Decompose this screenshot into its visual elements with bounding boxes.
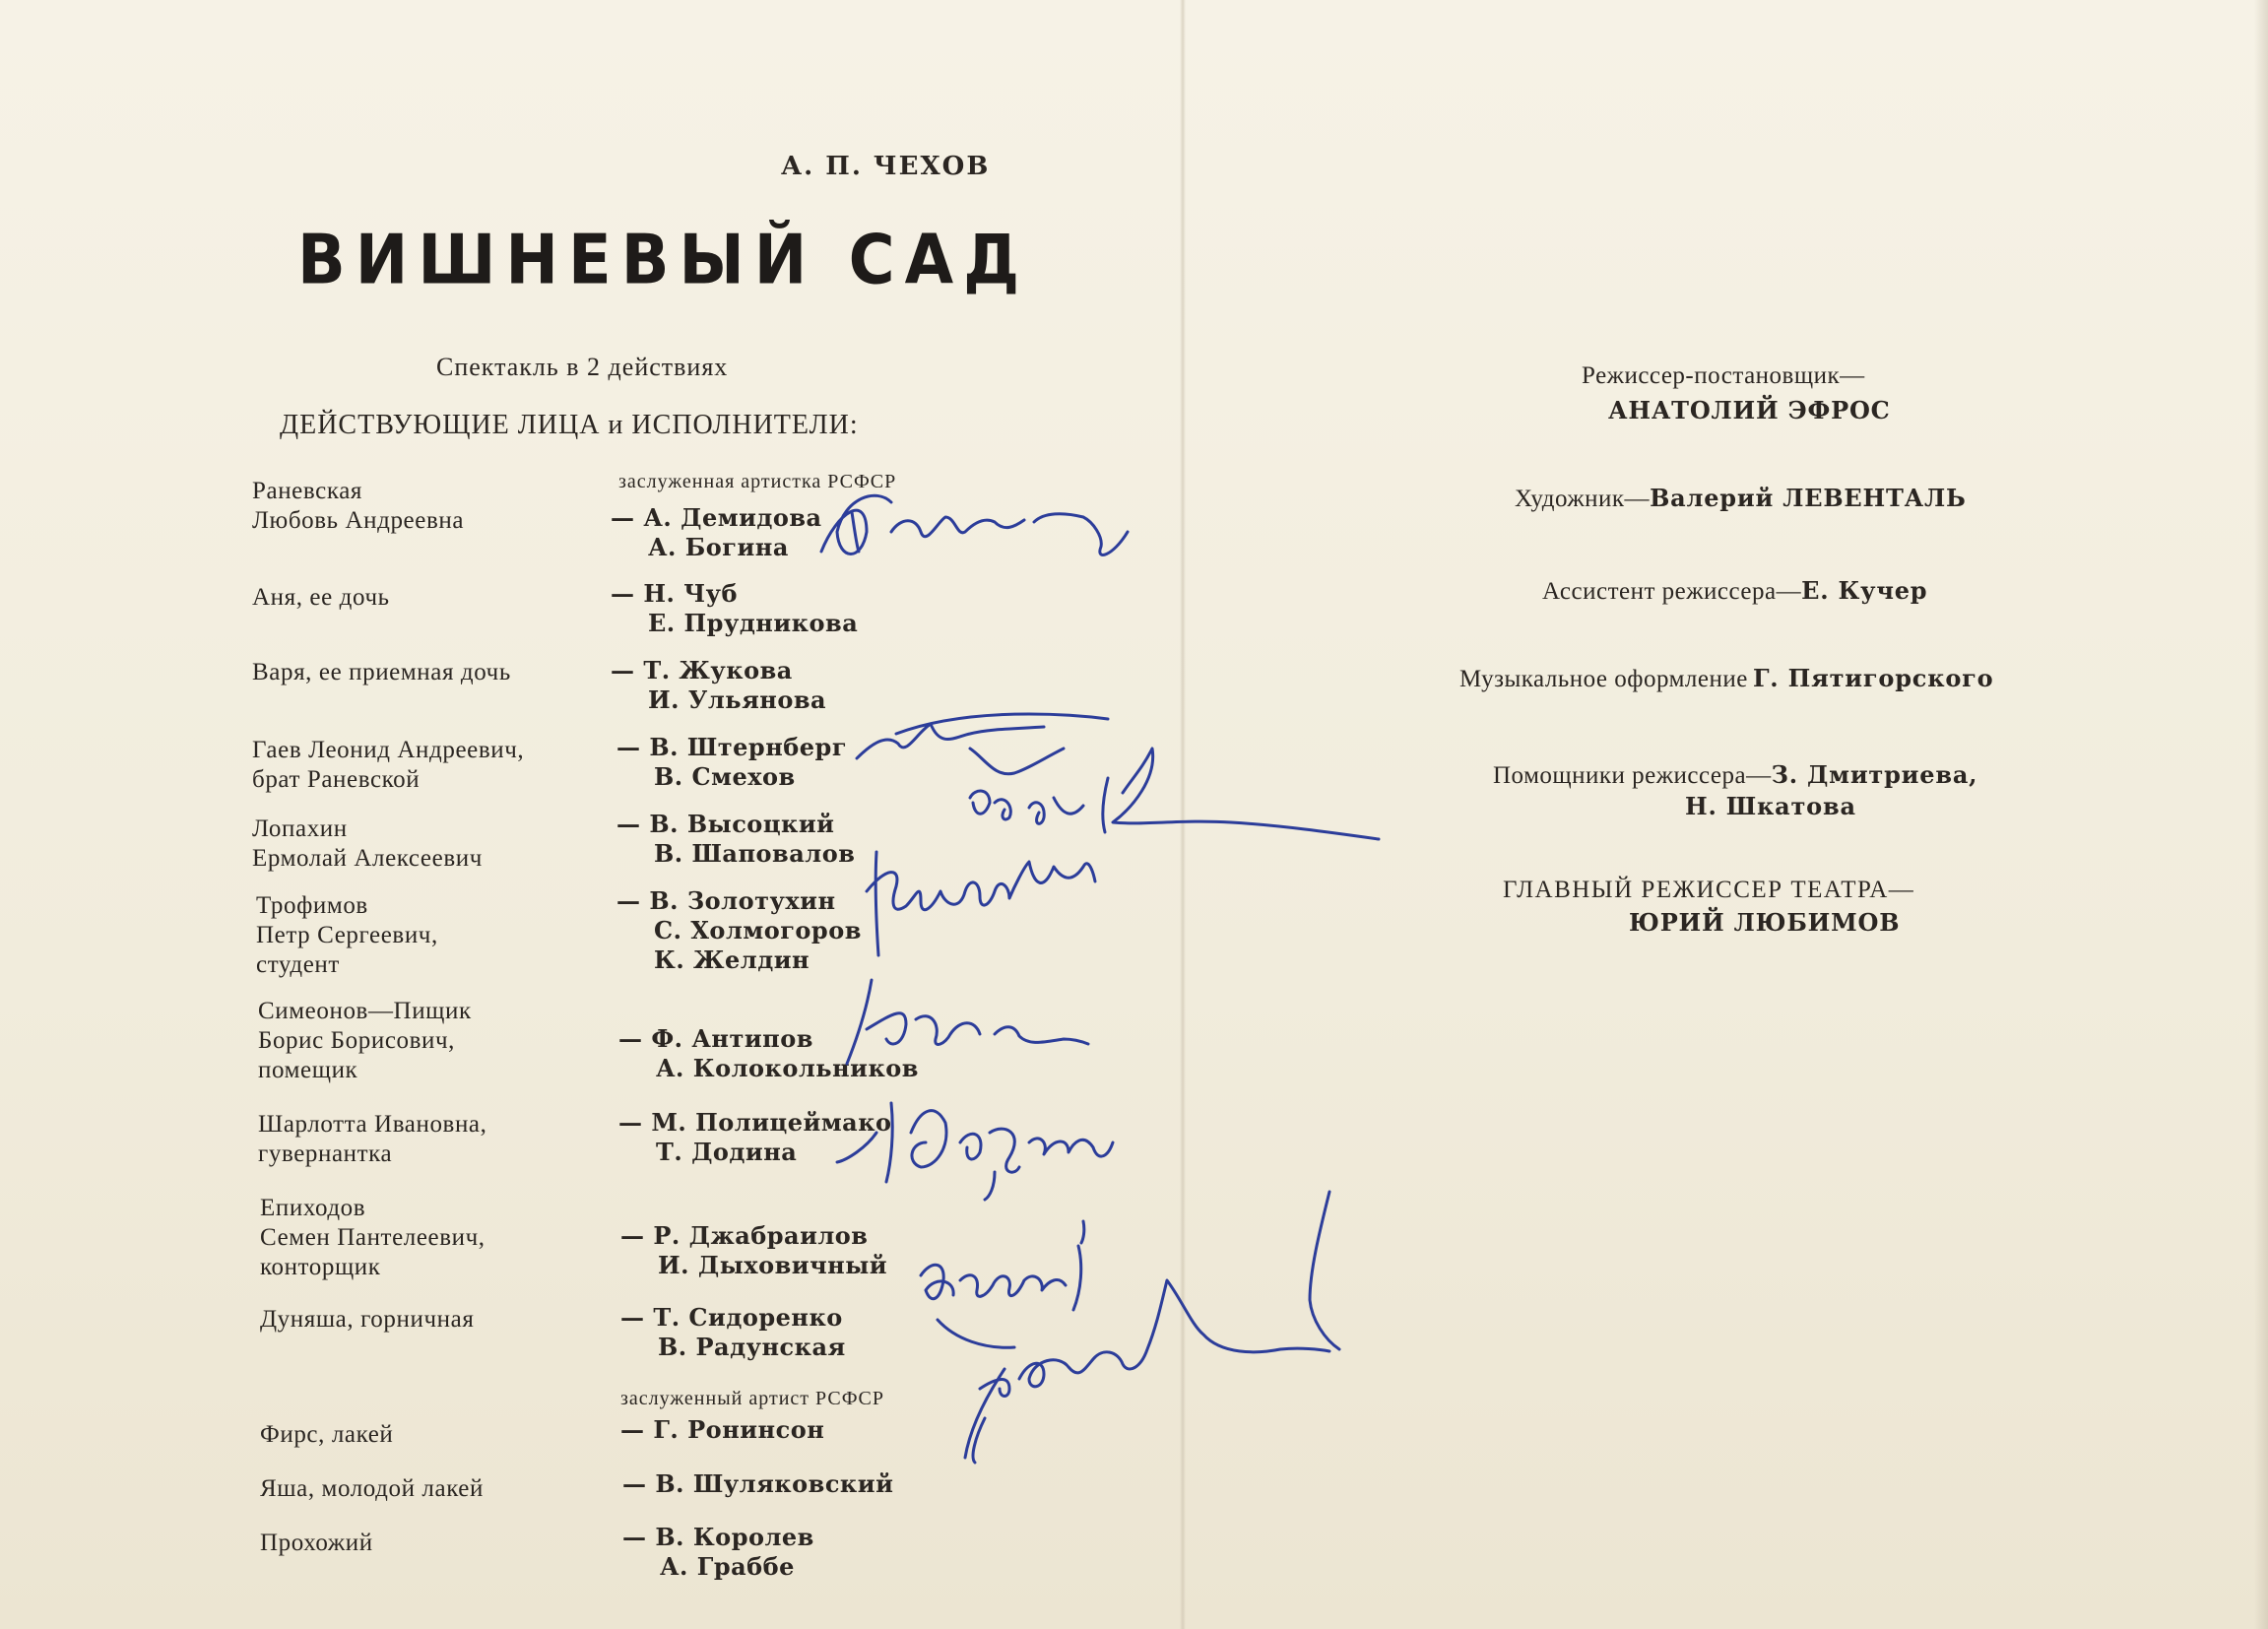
actor-line: — В. Золотухин bbox=[616, 886, 836, 915]
role-line: Лопахин bbox=[252, 815, 348, 842]
cast-actors bbox=[618, 1108, 892, 1167]
actor-line: — В. Высоцкий bbox=[616, 810, 835, 838]
actor-line: — Т. Сидоренко bbox=[620, 1303, 843, 1332]
role-line: брат Раневской bbox=[252, 766, 421, 793]
role-line: Гаев Леонид Андреевич, bbox=[252, 737, 525, 763]
signature-shternberg bbox=[857, 714, 1108, 774]
cast-actors bbox=[616, 886, 862, 975]
actor-line: — Н. Чуб bbox=[611, 579, 739, 608]
artist-credit bbox=[1515, 484, 1967, 513]
cast-actors bbox=[622, 1469, 893, 1499]
role-line: Прохожий bbox=[260, 1530, 373, 1556]
role-line: Трофимов bbox=[256, 892, 368, 919]
cast-role bbox=[260, 1420, 393, 1450]
actor-line: — Ф. Антипов bbox=[618, 1024, 813, 1053]
role-line: Варя, ее приемная дочь bbox=[252, 659, 511, 685]
actor-line: — М. Полицеймако bbox=[618, 1108, 892, 1137]
cast-actors bbox=[611, 656, 826, 715]
actor-line: К. Желдин bbox=[654, 945, 810, 974]
role-line: Семен Пантелеевич, bbox=[260, 1224, 486, 1251]
artist-label: Художник— bbox=[1515, 486, 1651, 512]
cast-role bbox=[252, 736, 524, 795]
actor-line: И. Дыховичный bbox=[658, 1251, 888, 1279]
cast-actors bbox=[611, 579, 858, 638]
cast-role bbox=[252, 658, 511, 687]
music-label: Музыкальное оформление bbox=[1459, 666, 1748, 692]
honorific-female: заслуженная артистка РСФСР bbox=[618, 471, 897, 492]
play-subtitle: Спектакль в 2 действиях bbox=[436, 353, 729, 381]
role-line: Симеонов—Пищик bbox=[258, 998, 472, 1024]
role-line: Шарлотта Ивановна, bbox=[258, 1111, 487, 1138]
cast-role bbox=[252, 583, 390, 613]
actor-line: — В. Шуляковский bbox=[622, 1469, 894, 1498]
cast-role bbox=[258, 997, 472, 1085]
role-line: Раневская bbox=[252, 478, 362, 504]
honorific-male: заслуженный артист РСФСР bbox=[620, 1388, 884, 1409]
actor-line: А. Колокольников bbox=[656, 1054, 919, 1082]
actor-line: — Г. Ронинсон bbox=[620, 1415, 825, 1444]
cast-actors bbox=[622, 1523, 814, 1582]
cast-actors bbox=[611, 503, 822, 562]
signature-demidova bbox=[821, 495, 1128, 554]
helpers-name-2: Н. Шкатова bbox=[1685, 792, 1856, 820]
helpers-label: Помощники режиссера— bbox=[1493, 762, 1772, 789]
role-line: Петр Сергеевич, bbox=[256, 922, 438, 948]
role-line: гувернантка bbox=[258, 1140, 393, 1167]
role-line: Епиходов bbox=[260, 1195, 366, 1221]
role-line: Аня, ее дочь bbox=[252, 584, 390, 611]
role-line: Любовь Андреевна bbox=[252, 507, 465, 534]
role-line: конторщик bbox=[260, 1254, 381, 1280]
music-name: Г. Пятигорского bbox=[1752, 664, 1994, 692]
chief-label: ГЛАВНЫЙ РЕЖИССЕР ТЕАТРА— bbox=[1503, 877, 1915, 903]
actor-line: В. Смехов bbox=[654, 762, 796, 791]
cast-heading: ДЕЙСТВУЮЩИЕ ЛИЦА и ИСПОЛНИТЕЛИ: bbox=[280, 410, 859, 440]
actor-line: Т. Додина bbox=[656, 1138, 798, 1166]
assistant-name: Е. Кучер bbox=[1801, 576, 1928, 605]
chief-name: ЮРИЙ ЛЮБИМОВ bbox=[1629, 908, 1901, 937]
cast-role bbox=[252, 814, 483, 874]
cast-role bbox=[260, 1305, 474, 1335]
actor-line: В. Шаповалов bbox=[654, 839, 856, 868]
role-line: помещик bbox=[258, 1057, 358, 1083]
role-line: Борис Борисович, bbox=[258, 1027, 456, 1054]
signature-dzhabrailov bbox=[965, 1280, 1329, 1463]
cast-actors bbox=[620, 1303, 846, 1362]
actor-line: А. Граббе bbox=[660, 1552, 795, 1581]
actor-line: С. Холмогоров bbox=[654, 916, 862, 945]
cast-role bbox=[260, 1474, 484, 1504]
actor-line: А. Богина bbox=[648, 533, 789, 561]
director-label: Режиссер-постановщик— bbox=[1582, 362, 1865, 389]
paper-fold bbox=[1180, 0, 1186, 1629]
cast-actors bbox=[620, 1221, 887, 1280]
play-title: ВИШНЕВЫЙ САД bbox=[297, 222, 1030, 300]
author-name: А. П. ЧЕХОВ bbox=[781, 152, 991, 181]
artist-name: Валерий ЛЕВЕНТАЛЬ bbox=[1650, 484, 1967, 512]
cast-actors bbox=[616, 733, 847, 792]
cast-role bbox=[258, 1110, 486, 1169]
director-name: АНАТОЛИЙ ЭФРОС bbox=[1608, 396, 1891, 424]
cast-role bbox=[252, 477, 464, 536]
cast-actors bbox=[620, 1415, 824, 1445]
actor-line: — А. Демидова bbox=[611, 503, 822, 532]
actor-line: — В. Штернберг bbox=[616, 733, 848, 761]
helpers-name-1: З. Дмитриева, bbox=[1771, 760, 1978, 789]
actor-line: Е. Прудникова bbox=[648, 609, 859, 637]
role-line: Дуняша, горничная bbox=[260, 1306, 475, 1333]
cast-role bbox=[260, 1194, 486, 1282]
music-credit bbox=[1459, 664, 1993, 693]
paper-edge bbox=[2254, 0, 2268, 1629]
cast-actors bbox=[618, 1024, 919, 1083]
signature-vysotsky bbox=[970, 749, 1379, 839]
cast-role bbox=[256, 891, 438, 980]
actor-line: — Т. Жукова bbox=[611, 656, 793, 684]
helpers-credit bbox=[1493, 760, 1977, 790]
cast-role bbox=[260, 1529, 373, 1558]
assistant-credit bbox=[1542, 576, 1927, 606]
role-line: Фирс, лакей bbox=[260, 1421, 394, 1448]
cast-actors bbox=[616, 810, 855, 869]
actor-line: И. Ульянова bbox=[648, 685, 827, 714]
actor-line: В. Радунская bbox=[658, 1333, 846, 1361]
signature-dykhovichny bbox=[921, 1221, 1084, 1347]
actor-line: — Р. Джабраилов bbox=[620, 1221, 869, 1250]
signature-stroke bbox=[1310, 1192, 1339, 1349]
signature-zolotukhin bbox=[867, 852, 1095, 955]
role-line: Яша, молодой лакей bbox=[260, 1475, 484, 1502]
role-line: Ермолай Алексеевич bbox=[252, 845, 483, 872]
actor-line: — В. Королев bbox=[622, 1523, 814, 1551]
role-line: студент bbox=[256, 951, 340, 978]
assistant-label: Ассистент режиссера— bbox=[1542, 578, 1802, 605]
